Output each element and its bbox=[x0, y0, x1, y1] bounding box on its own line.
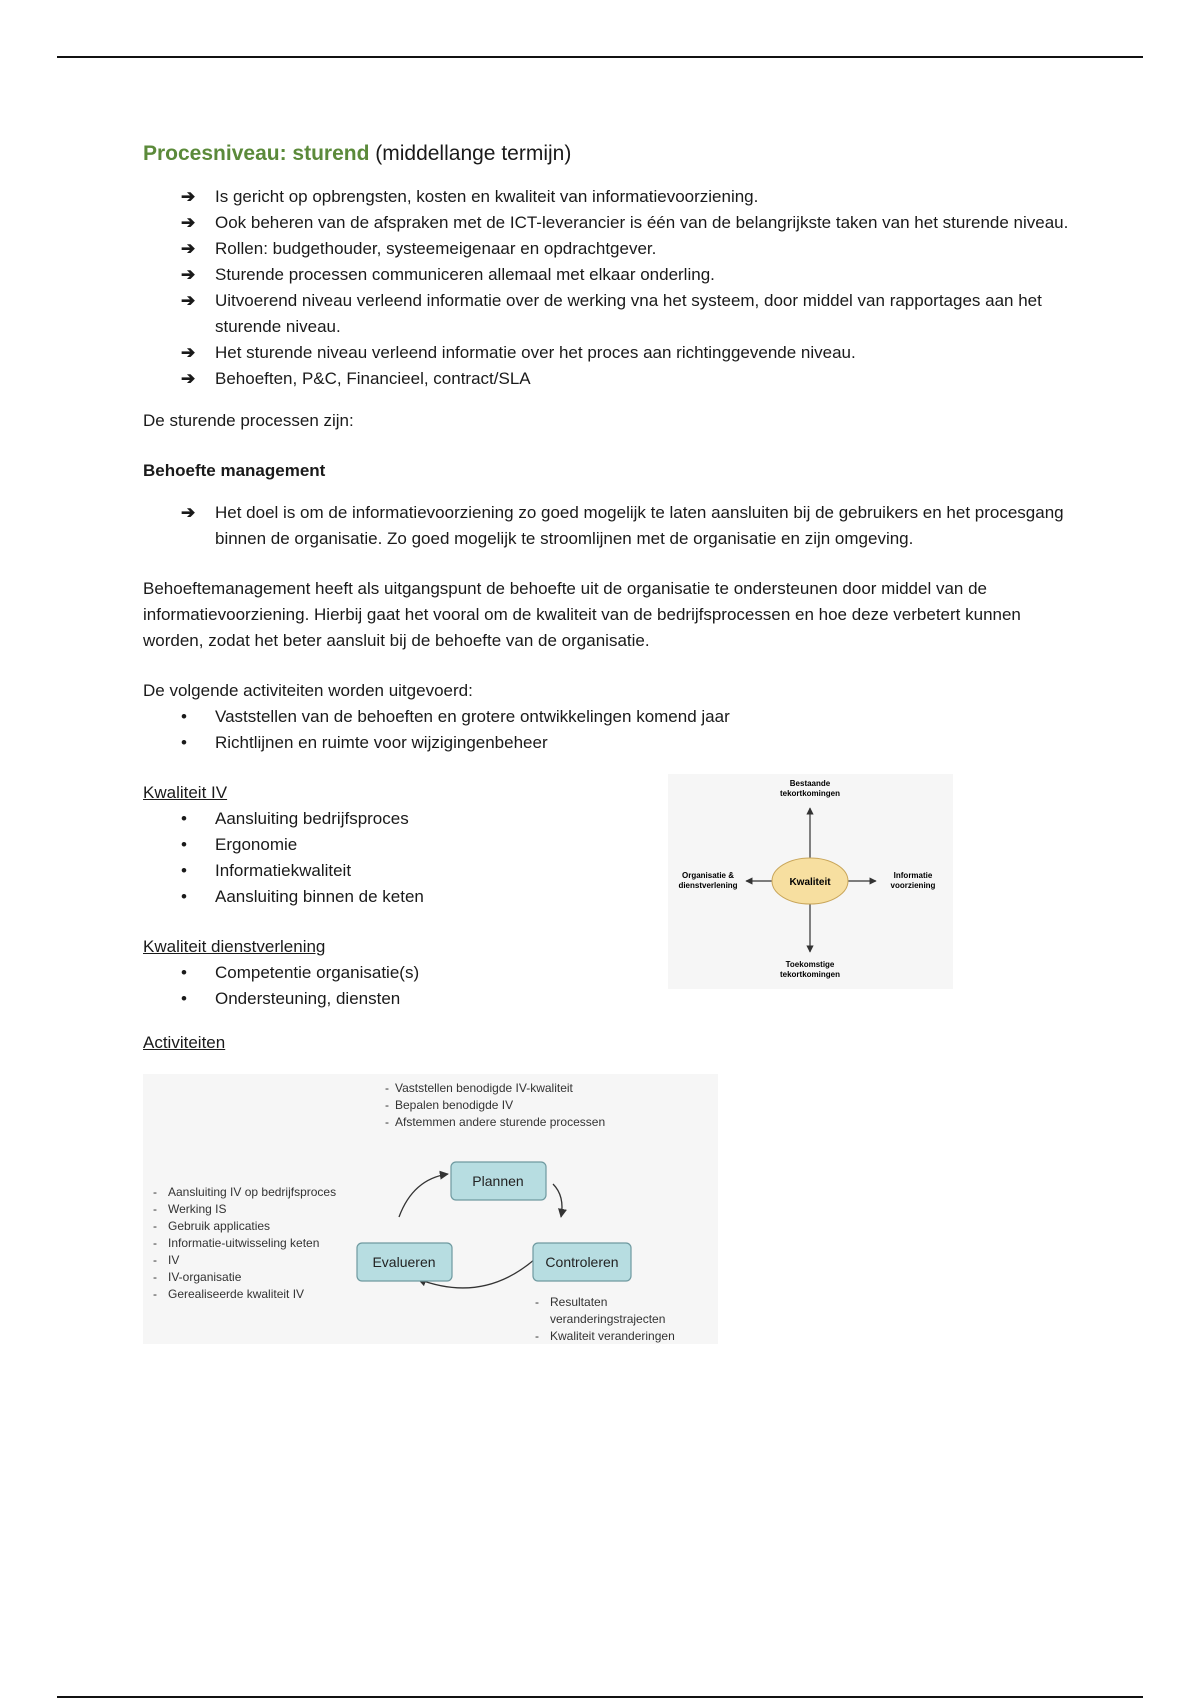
plan-note: Vaststellen benodigde IV-kwaliteit bbox=[395, 1081, 573, 1095]
list-item-text: Informatiekwaliteit bbox=[215, 861, 352, 880]
arrow-plan-to-control bbox=[553, 1184, 562, 1217]
quality-left-line-1: Organisatie & bbox=[681, 871, 735, 880]
evaluate-note: Gebruik applicaties bbox=[168, 1219, 271, 1233]
cycle-diagram-svg bbox=[143, 1074, 718, 1344]
control-note-dash: - bbox=[535, 1295, 539, 1309]
evaluate-note-dash: - bbox=[153, 1185, 157, 1199]
list-item bbox=[143, 210, 1083, 236]
activities-list bbox=[143, 704, 1083, 756]
quality-section bbox=[143, 780, 1083, 1030]
list-item-text: Uitvoerend niveau verleend informatie over de werking vna het systeem, door middel van rapportages aan het sturende niveau. bbox=[215, 291, 1042, 336]
arrow-icon: ➔ bbox=[181, 503, 196, 522]
quality-diagram-svg bbox=[668, 774, 953, 989]
list-item bbox=[143, 236, 1083, 262]
list-item-text: Aansluiting binnen de keten bbox=[215, 887, 424, 906]
evaluate-note: IV bbox=[168, 1253, 180, 1267]
plan-note: Afstemmen andere sturende processen bbox=[395, 1115, 606, 1129]
list-item bbox=[143, 262, 1083, 288]
control-note-dash: - bbox=[535, 1329, 539, 1343]
cycle-diagram bbox=[143, 1074, 718, 1344]
list-item-text: Sturende processen communiceren allemaal met elkaar onderling. bbox=[215, 265, 715, 284]
kwaliteit-iv-heading: Kwaliteit IV bbox=[143, 783, 228, 802]
list-item-text: Richtlijnen en ruimte voor wijzigingenbeheer bbox=[215, 733, 548, 752]
dot-icon: • bbox=[181, 861, 187, 880]
list-item bbox=[143, 288, 1083, 340]
dot-icon: • bbox=[181, 707, 187, 726]
arrow-icon: ➔ bbox=[181, 369, 196, 388]
node-controleren-label: Controleren bbox=[545, 1254, 619, 1270]
arrow-icon: ➔ bbox=[181, 239, 196, 258]
list-item-text: Rollen: budgethouder, systeemeigenaar en opdrachtgever. bbox=[215, 239, 657, 258]
title-rest: (middellange termijn) bbox=[369, 142, 572, 165]
evaluate-note: Informatie-uitwisseling keten bbox=[168, 1236, 320, 1250]
arrow-icon: ➔ bbox=[181, 291, 196, 310]
evaluate-note-dash: - bbox=[153, 1270, 157, 1284]
arrow-evaluate-to-plan bbox=[399, 1174, 448, 1217]
control-note: Resultaten bbox=[550, 1295, 608, 1309]
page-title bbox=[143, 140, 1083, 168]
control-note: Kwaliteit veranderingen bbox=[550, 1329, 675, 1343]
behoefte-bullet-list bbox=[143, 500, 1083, 552]
arrow-icon: ➔ bbox=[181, 265, 196, 284]
dot-icon: • bbox=[181, 963, 187, 982]
list-item bbox=[143, 986, 1083, 1012]
node-evalueren-label: Evalueren bbox=[372, 1254, 436, 1270]
evaluate-note-dash: - bbox=[153, 1287, 157, 1301]
dot-icon: • bbox=[181, 835, 187, 854]
quality-bottom-line-1: Toekomstige bbox=[785, 960, 835, 969]
list-item bbox=[143, 366, 1083, 392]
plan-note-dash: - bbox=[385, 1098, 389, 1112]
plan-note: Bepalen benodigde IV bbox=[395, 1098, 514, 1112]
bottom-rule bbox=[57, 1696, 1143, 1698]
activities-intro: De volgende activiteiten worden uitgevoerd: bbox=[143, 681, 473, 700]
list-item-text: Behoeften, P&C, Financieel, contract/SLA bbox=[215, 369, 531, 388]
evaluate-note: IV-organisatie bbox=[168, 1270, 242, 1284]
document-body bbox=[143, 140, 1083, 1344]
arrow-icon: ➔ bbox=[181, 187, 196, 206]
list-item-text: Is gericht op opbrengsten, kosten en kwaliteit van informatievoorziening. bbox=[215, 187, 759, 206]
arrow-icon: ➔ bbox=[181, 343, 196, 362]
evaluate-note-dash: - bbox=[153, 1202, 157, 1216]
dot-icon: • bbox=[181, 809, 187, 828]
evaluate-note-dash: - bbox=[153, 1219, 157, 1233]
list-item-text: Ondersteuning, diensten bbox=[215, 989, 401, 1008]
list-item bbox=[143, 340, 1083, 366]
quality-right-line-2: voorziening bbox=[890, 881, 936, 890]
dot-icon: • bbox=[181, 733, 187, 752]
behoefte-paragraph: Behoeftemanagement heeft als uitgangspunt de behoefte uit de organisatie te ondersteunen door middel van de informatievoorziening. Hierbij gaat het vooral om de kwaliteit van de bedrijfsprocessen en hoe deze verbetert kunnen worden, zodat het beter aansluit bij de behoefte van de organisatie. bbox=[143, 579, 1021, 650]
list-item-text: Aansluiting bedrijfsproces bbox=[215, 809, 409, 828]
behoefte-heading: Behoefte management bbox=[143, 461, 326, 480]
quality-left-line-2: dienstverlening bbox=[678, 881, 738, 890]
list-item-text: Ook beheren van de afspraken met de ICT-leverancier is één van de belangrijkste taken van het sturende niveau. bbox=[215, 213, 1069, 232]
list-item-text: Ergonomie bbox=[215, 835, 298, 854]
quality-right-line-1: Informatie bbox=[893, 871, 933, 880]
list-item bbox=[143, 704, 1083, 730]
activiteiten-heading: Activiteiten bbox=[143, 1033, 226, 1052]
list-item-text: Het doel is om de informatievoorziening zo goed mogelijk te laten aansluiten bij de gebruikers en het procesgang binnen de organisatie. Zo goed mogelijk te stroomlijnen met de organisatie en zijn omgeving. bbox=[215, 503, 1064, 548]
list-item bbox=[143, 730, 1083, 756]
evaluate-note-dash: - bbox=[153, 1253, 157, 1267]
dot-icon: • bbox=[181, 887, 187, 906]
processes-intro: De sturende processen zijn: bbox=[143, 411, 354, 430]
plan-note-dash: - bbox=[385, 1115, 389, 1129]
evaluate-note: Gerealiseerde kwaliteit IV bbox=[168, 1287, 305, 1301]
list-item-text: Vaststellen van de behoeften en grotere ontwikkelingen komend jaar bbox=[215, 707, 730, 726]
evaluate-note-dash: - bbox=[153, 1236, 157, 1250]
evaluate-note: Werking IS bbox=[168, 1202, 227, 1216]
quality-top-line-2: tekortkomingen bbox=[779, 789, 841, 798]
dot-icon: • bbox=[181, 989, 187, 1008]
control-note: veranderingstrajecten bbox=[550, 1312, 666, 1326]
list-item bbox=[143, 184, 1083, 210]
evaluate-note: Aansluiting IV op bedrijfsproces bbox=[168, 1185, 337, 1199]
list-item-text: Het sturende niveau verleend informatie over het proces aan richtinggevende niveau. bbox=[215, 343, 856, 362]
list-item bbox=[143, 500, 1083, 552]
arrow-icon: ➔ bbox=[181, 213, 196, 232]
node-plannen-label: Plannen bbox=[472, 1173, 524, 1189]
quality-center-label: Kwaliteit bbox=[789, 877, 831, 888]
quality-bottom-line-2: tekortkomingen bbox=[779, 970, 841, 979]
title-strong: Procesniveau: sturend bbox=[143, 142, 370, 165]
quality-top-line-1: Bestaande bbox=[789, 779, 831, 788]
list-item-text: Competentie organisatie(s) bbox=[215, 963, 420, 982]
kwaliteit-dienst-heading: Kwaliteit dienstverlening bbox=[143, 937, 326, 956]
top-rule bbox=[57, 56, 1143, 58]
intro-bullet-list bbox=[143, 184, 1083, 392]
plan-note-dash: - bbox=[385, 1081, 389, 1095]
quality-diagram bbox=[668, 774, 953, 989]
